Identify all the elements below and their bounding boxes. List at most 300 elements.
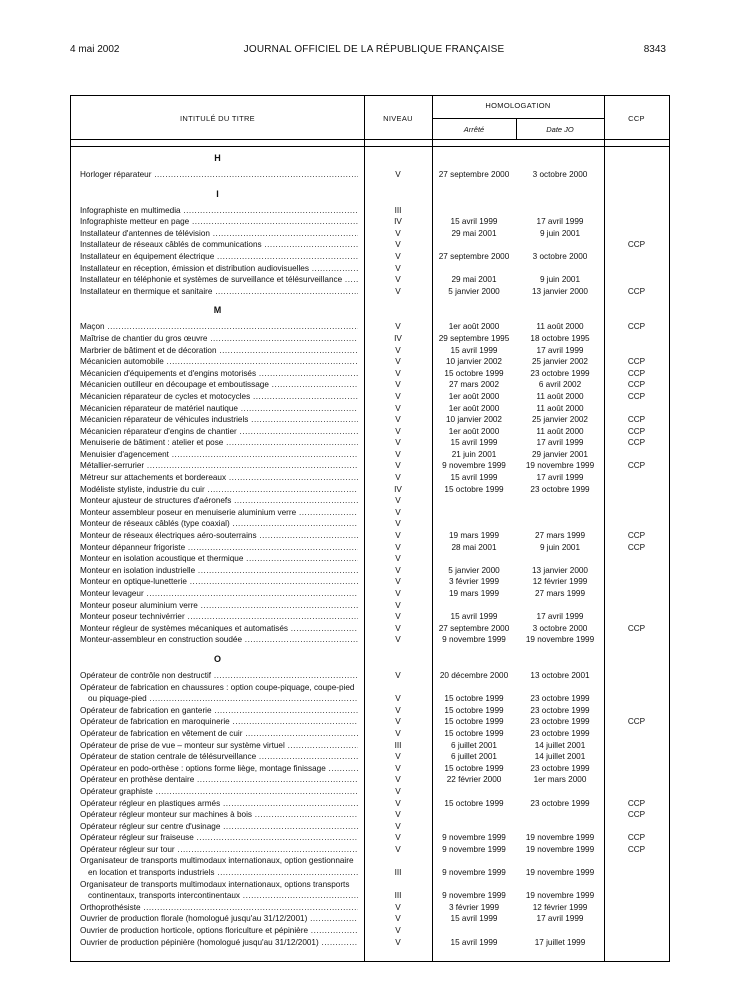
row-niveau: V [395,589,401,598]
row-niveau: V [395,798,401,808]
row-title: Ouvrier de production horticole, options floriculture et pépinière ..... [80,925,358,937]
row-niveau: V [395,170,401,179]
row-arrete: 5 janvier 2000 [448,565,500,575]
row-niveau: V [395,705,401,715]
row-niveau: V [395,926,401,936]
row-date-jo: 19 novembre 1999 [525,833,595,843]
row-niveau: V [395,670,401,680]
row-title: Métreur sur attachements et bordereaux ..... [80,472,358,484]
table-row [71,368,669,380]
row-arrete: 15 avril 1999 [450,345,498,355]
row-title: Installateur de réseaux câblés de communications ..... [80,239,358,251]
row-date-jo: 19 novembre 1999 [525,891,595,901]
homologation-table [70,95,670,962]
row-arrete: 1er août 2000 [448,322,500,332]
row-niveau: V [395,810,401,820]
table-row [71,553,669,565]
row-title: Monteur en isolation industrielle ..... [80,565,358,577]
row-date-jo: 23 octobre 1999 [530,763,590,773]
row-date-jo: 23 octobre 1999 [530,694,590,704]
row-title: Monteur poseur aluminium verre ..... [80,600,358,612]
row-title: Monteur en optique-lunetterie ..... [80,576,358,588]
row-niveau: V [395,844,401,854]
row-arrete: 15 octobre 1999 [444,798,504,808]
table-row [71,449,669,461]
row-date-jo: 23 octobre 1999 [530,717,590,727]
table-row [71,937,669,949]
row-arrete: 6 juillet 2001 [451,752,497,762]
row-arrete: 15 octobre 1999 [444,705,504,715]
row-niveau: V [395,752,401,762]
table-row [71,169,669,181]
row-arrete: 15 avril 1999 [450,612,498,622]
row-niveau: V [395,635,401,645]
row-niveau: V [395,228,401,238]
row-arrete: 20 décembre 2000 [439,670,509,680]
table-row [71,286,669,298]
row-niveau: V [395,914,401,924]
table-row [71,913,669,925]
row-date-jo: 17 avril 1999 [536,345,584,355]
row-niveau: V [395,554,401,564]
page-number: 8343 [643,44,666,55]
row-arrete: 15 avril 1999 [450,914,498,924]
row-date-jo: 23 octobre 1999 [530,368,590,378]
row-title [80,682,358,705]
row-title: Mécanicien automobile ..... [80,356,358,368]
row-title: Opérateur de fabrication en maroquinerie ..... [80,716,358,728]
section-spacer [71,948,669,954]
row-arrete: 28 mai 2001 [451,542,497,552]
row-niveau: V [395,473,401,483]
header-divider [71,139,669,140]
table-row [71,623,669,635]
row-ccp: CCP [627,623,646,633]
row-niveau: IV [394,484,402,494]
row-arrete: 27 septembre 2000 [438,623,510,633]
row-ccp: CCP [627,357,646,367]
row-ccp: CCP [627,798,646,808]
row-arrete: 9 novembre 1999 [442,868,506,878]
row-date-jo: 17 avril 1999 [536,914,584,924]
section-letter-text: O [213,653,221,664]
row-title: Menuiserie de bâtiment : atelier et pose ..... [80,437,358,449]
row-niveau: V [395,577,401,587]
table-row [71,716,669,728]
row-ccp: CCP [627,542,646,552]
row-niveau: V [395,263,401,273]
row-date-jo: 27 mars 1999 [534,531,586,541]
row-date-jo: 13 janvier 2000 [532,286,588,296]
table-row [71,879,669,902]
row-date-jo: 11 août 2000 [536,426,584,436]
row-title-line1: Organisateur de transports multimodaux internationaux, option gestionnaire [80,856,354,866]
row-niveau: V [395,415,401,425]
row-niveau: V [395,612,401,622]
journal-title: JOURNAL OFFICIEL DE LA RÉPUBLIQUE FRANÇAISE [243,44,505,55]
row-arrete: 1er août 2000 [448,426,500,436]
row-title: Ouvrier de production pépinière (homologué jusqu'au 31/12/2001) ..... [80,937,358,949]
table-row [71,472,669,484]
row-niveau: V [395,391,401,401]
table-row [71,228,669,240]
row-arrete: 9 novembre 1999 [442,891,506,901]
table-row [71,379,669,391]
table-row [71,263,669,275]
row-arrete: 21 juin 2001 [451,449,497,459]
table-row [71,565,669,577]
row-title: Opérateur de fabrication en ganterie ..... [80,705,358,717]
row-title [80,855,358,878]
row-arrete: 15 octobre 1999 [444,484,504,494]
table-row [71,588,669,600]
row-date-jo: 23 octobre 1999 [530,484,590,494]
table-row [71,809,669,821]
table-row [71,460,669,472]
row-arrete: 15 octobre 1999 [444,717,504,727]
row-arrete: 3 février 1999 [448,902,500,912]
row-date-jo: 3 octobre 2000 [532,170,588,179]
row-date-jo: 19 novembre 1999 [525,461,595,471]
row-niveau: V [395,775,401,785]
row-arrete: 15 octobre 1999 [444,694,504,704]
row-date-jo: 11 août 2000 [536,322,584,332]
row-arrete: 6 juillet 2001 [451,740,497,750]
row-niveau: V [395,322,401,332]
row-date-jo: 25 janvier 2002 [532,415,588,425]
row-date-jo: 6 avril 2002 [538,380,582,390]
header-date: 4 mai 2002 [70,44,120,55]
table-row [71,576,669,588]
row-ccp: CCP [627,391,646,401]
row-title: Opérateur régleur sur fraiseuse ..... [80,832,358,844]
section-letter [71,187,669,205]
row-niveau: V [395,345,401,355]
row-title: Installateur d'antennes de télévision ..... [80,228,358,240]
row-arrete: 15 avril 1999 [450,937,498,947]
row-date-jo: 14 juillet 2001 [534,752,586,762]
row-ccp: CCP [627,844,646,854]
row-niveau: V [395,821,401,831]
table-row [71,495,669,507]
row-niveau: V [395,286,401,296]
table-row [71,902,669,914]
row-arrete: 3 février 1999 [448,577,500,587]
row-date-jo: 17 avril 1999 [536,473,584,483]
row-arrete: 15 avril 1999 [450,473,498,483]
row-ccp: CCP [627,286,646,296]
table-row [71,403,669,415]
table-row [71,239,669,251]
row-niveau: V [395,902,401,912]
table-row [71,600,669,612]
row-niveau: V [395,438,401,448]
table-row [71,634,669,646]
table-row [71,518,669,530]
row-title: Métallier-serrurier ..... [80,460,358,472]
row-niveau: IV [394,333,402,343]
row-niveau: V [395,461,401,471]
row-niveau: V [395,368,401,378]
table-row [71,763,669,775]
section-letter [71,303,669,321]
row-arrete: 19 mars 1999 [448,589,500,598]
row-date-jo: 14 juillet 2001 [534,740,586,750]
row-arrete: 27 septembre 2000 [438,251,510,261]
row-ccp: CCP [627,531,646,541]
row-niveau: V [395,833,401,843]
row-title: Ouvrier de production florale (homologué jusqu'au 31/12/2001) ..... [80,913,358,925]
row-date-jo: 29 janvier 2001 [532,449,588,459]
row-date-jo: 27 mars 1999 [534,589,586,598]
row-title: Monteur de réseaux électriques aéro-souterrains ..... [80,530,358,542]
row-ccp: CCP [627,415,646,425]
row-title-line1: Organisateur de transports multimodaux internationaux, options transports [80,879,350,889]
row-date-jo: 13 octobre 2001 [530,670,590,680]
section-letter [71,652,669,670]
row-niveau: V [395,251,401,261]
page-header [0,44,748,58]
row-title: Opérateur régleur monteur sur machines à bois ..... [80,809,358,821]
row-title: Infographiste en multimedia ..... [80,205,358,217]
row-title: Installateur en téléphonie et systèmes de surveillance et télésurveillance ..... [80,274,358,286]
row-title: Monteur assembleur poseur en menuiserie aluminium verre ..... [80,507,358,519]
row-ccp: CCP [627,380,646,390]
row-date-jo: 17 avril 1999 [536,612,584,622]
row-date-jo: 23 octobre 1999 [530,798,590,808]
row-arrete: 15 avril 1999 [450,217,498,227]
table-row [71,542,669,554]
row-niveau: V [395,496,401,506]
row-title: Opérateur régleur sur tour ..... [80,844,358,856]
table-row [71,832,669,844]
table-row [71,205,669,217]
row-niveau: V [395,786,401,796]
table-row [71,507,669,519]
table-row [71,391,669,403]
table-row [71,705,669,717]
row-title-line2: continentaux, transports intercontinentaux ..... [80,890,358,902]
row-date-jo: 17 juillet 1999 [534,937,586,947]
row-date-jo: 1er mars 2000 [533,775,587,785]
row-title: Mécanicien d'équipements et d'engins motorisés ..... [80,368,358,380]
row-title: Opérateur de contrôle non destructif ..... [80,670,358,682]
table-row [71,333,669,345]
row-arrete: 9 novembre 1999 [442,833,506,843]
row-date-jo: 11 août 2000 [536,403,584,413]
row-title: Opérateur régleur sur centre d'usinage ..... [80,821,358,833]
row-title: Installateur en thermique et sanitaire ..... [80,286,358,298]
row-niveau: V [395,403,401,413]
row-arrete: 15 octobre 1999 [444,763,504,773]
row-title: Opérateur en prothèse dentaire ..... [80,774,358,786]
table-row [71,530,669,542]
table-row [71,751,669,763]
row-title: Installateur en réception, émission et distribution audiovisuelles ..... [80,263,358,275]
column-header-ccp: CCP [628,114,645,123]
row-date-jo: 23 octobre 1999 [530,728,590,738]
row-arrete: 5 janvier 2000 [448,286,500,296]
row-niveau: V [395,531,401,541]
table-row [71,786,669,798]
row-arrete: 29 mai 2001 [451,228,497,238]
row-date-jo: 9 juin 2001 [539,275,581,285]
table-row [71,216,669,228]
row-date-jo: 3 octobre 2000 [532,251,588,261]
row-title: Monteur-assembleur en construction soudée ..... [80,634,358,646]
row-ccp: CCP [627,438,646,448]
row-date-jo: 17 avril 1999 [536,438,584,448]
row-arrete: 15 avril 1999 [450,438,498,448]
section-letter [71,151,669,169]
row-ccp: CCP [627,322,646,332]
row-date-jo: 3 octobre 2000 [532,623,588,633]
row-title: Monteur régleur de systèmes mécaniques et automatisés ..... [80,623,358,635]
table-row [71,774,669,786]
row-arrete: 27 septembre 2000 [438,170,510,179]
table-row [71,740,669,752]
row-title: Monteur de réseaux câblés (type coaxial) ..... [80,518,358,530]
row-niveau: V [395,426,401,436]
table-row [71,670,669,682]
row-date-jo: 9 juin 2001 [539,228,581,238]
row-arrete: 15 octobre 1999 [444,728,504,738]
row-title: Menuisier d'agencement ..... [80,449,358,461]
row-niveau: V [395,623,401,633]
row-ccp: CCP [627,461,646,471]
row-date-jo: 19 novembre 1999 [525,635,595,645]
row-niveau: V [395,717,401,727]
row-arrete: 19 mars 1999 [448,531,500,541]
row-niveau: V [395,694,401,704]
column-header-date-jo: Date JO [546,125,574,134]
column-header-intitule: INTITULÉ DU TITRE [180,114,255,123]
section-letter-text: H [214,153,221,163]
row-title: Opérateur de station centrale de télésurveillance ..... [80,751,358,763]
row-title: Opérateur régleur en plastiques armés ..... [80,798,358,810]
row-ccp: CCP [627,717,646,727]
row-date-jo: 19 novembre 1999 [525,868,595,878]
table-row [71,414,669,426]
row-title: Installateur en équipement électrique ..... [80,251,358,263]
header-divider [432,118,604,119]
row-title: Mécanicien outilleur en découpage et emboutissage ..... [80,379,358,391]
row-ccp: CCP [627,240,646,250]
row-arrete: 1er août 2000 [448,403,500,413]
row-arrete: 22 février 2000 [446,775,502,785]
row-title: Orthoprothésiste ..... [80,902,358,914]
table-body [71,151,669,954]
row-niveau: V [395,542,401,552]
table-row [71,821,669,833]
section-letter-text: I [216,188,219,199]
row-arrete: 10 janvier 2002 [446,357,502,367]
row-date-jo: 18 octobre 1995 [530,333,590,343]
table-row [71,484,669,496]
row-arrete: 15 octobre 1999 [444,368,504,378]
row-title: Mécanicien réparateur de matériel nautique ..... [80,403,358,415]
row-arrete: 9 novembre 1999 [442,844,506,854]
row-niveau: V [395,240,401,250]
row-arrete: 29 mai 2001 [451,275,497,285]
row-arrete: 29 septembre 1995 [438,333,510,343]
row-title: Opérateur graphiste ..... [80,786,358,798]
table-row [71,855,669,878]
column-header-homologation: HOMOLOGATION [485,101,551,110]
row-title: Mécanicien réparateur d'engins de chantier ..... [80,426,358,438]
table-row [71,682,669,705]
row-ccp: CCP [627,426,646,436]
row-niveau: V [395,275,401,285]
row-title-line2: en location et transports industriels ..... [80,867,358,879]
row-niveau: V [395,763,401,773]
row-title: Monteur poseur technivérrier ..... [80,611,358,623]
row-title-line2: ou piquage-pied ..... [80,693,358,705]
row-title: Opérateur de fabrication en vêtement de cuir ..... [80,728,358,740]
row-title: Infographiste metteur en page ..... [80,216,358,228]
row-niveau: III [394,205,402,215]
row-title-line1: Opérateur de fabrication en chaussures : option coupe-piquage, coupe-pied [80,682,355,692]
row-title [80,879,358,902]
table-row [71,844,669,856]
row-date-jo: 11 août 2000 [536,391,584,401]
row-title: Maîtrise de chantier du gros œuvre ..... [80,333,358,345]
row-arrete: 1er août 2000 [448,391,500,401]
table-row [71,728,669,740]
row-date-jo: 12 février 1999 [532,577,588,587]
row-niveau: V [395,937,401,947]
row-title: Maçon ..... [80,321,358,333]
row-niveau: V [395,565,401,575]
row-date-jo: 23 octobre 1999 [530,705,590,715]
row-niveau: IV [394,217,402,227]
table-row [71,356,669,368]
row-title: Monteur dépanneur frigoriste ..... [80,542,358,554]
row-title: Marbrier de bâtiment et de décoration ..... [80,345,358,357]
row-title: Mécanicien réparateur de cycles et motocycles ..... [80,391,358,403]
row-date-jo: 13 janvier 2000 [532,565,588,575]
row-title: Opérateur en podo-orthèse : options forme liège, montage finissage ..... [80,763,358,775]
table-row [71,345,669,357]
row-date-jo: 25 janvier 2002 [532,357,588,367]
row-title: Horloger réparateur ..... [80,169,358,181]
row-ccp: CCP [627,833,646,843]
row-niveau: V [395,507,401,517]
row-date-jo: 12 février 1999 [532,902,588,912]
row-title: Monteur en isolation acoustique et thermique ..... [80,553,358,565]
row-date-jo: 19 novembre 1999 [525,844,595,854]
table-row [71,611,669,623]
header-divider [71,146,669,147]
row-niveau: V [395,357,401,367]
column-header-niveau: NIVEAU [383,114,413,123]
table-row [71,925,669,937]
row-niveau: III [394,868,402,878]
row-ccp: CCP [627,810,646,820]
row-title: Monteur levageur ..... [80,588,358,600]
table-row [71,251,669,263]
row-arrete: 9 novembre 1999 [442,635,506,645]
table-row [71,321,669,333]
row-title: Mécanicien réparateur de véhicules industriels ..... [80,414,358,426]
table-row [71,426,669,438]
column-header-arrete: Arrêté [463,125,485,134]
row-ccp: CCP [627,368,646,378]
row-niveau: V [395,380,401,390]
table-row [71,798,669,810]
row-arrete: 9 novembre 1999 [442,461,506,471]
row-title: Opérateur de prise de vue – monteur sur système virtuel ..... [80,740,358,752]
